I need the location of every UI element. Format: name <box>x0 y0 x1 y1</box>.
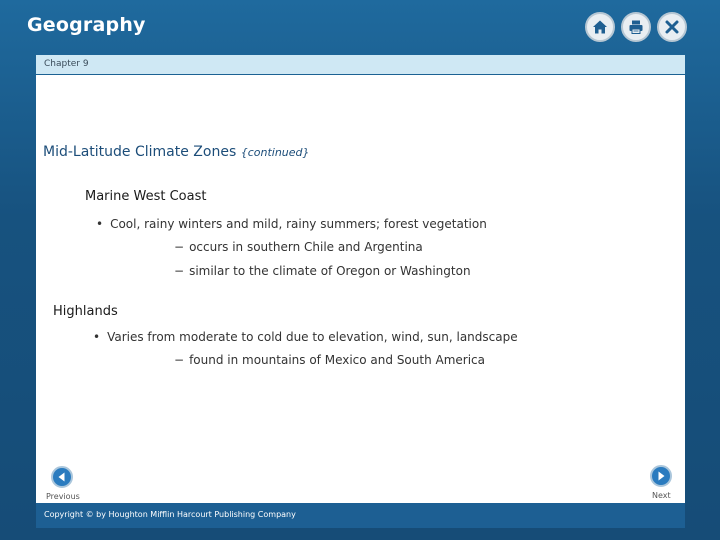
sub-item <box>174 353 485 367</box>
chapter-label: Chapter 9 <box>44 59 89 69</box>
close-button[interactable] <box>657 12 687 42</box>
section-title-marine-west-coast: Marine West Coast <box>85 189 207 204</box>
previous-button[interactable] <box>51 466 73 488</box>
printer-icon <box>628 19 644 35</box>
next-button[interactable] <box>650 465 672 487</box>
bullet-icon: • <box>96 217 104 231</box>
sub-text: occurs in southern Chile and Argentina <box>189 240 423 254</box>
slide-heading-suffix: {continued} <box>240 146 310 159</box>
copyright-text: Copyright © by Houghton Mifflin Harcourt Publishing Company <box>44 510 296 519</box>
sub-text: similar to the climate of Oregon or Washington <box>189 264 471 278</box>
sub-item <box>174 264 471 278</box>
home-icon <box>592 19 608 35</box>
bullet-text: Cool, rainy winters and mild, rainy summers; forest vegetation <box>110 217 487 231</box>
dash-icon: − <box>174 264 185 278</box>
next-label[interactable]: Next <box>652 491 671 500</box>
slide-content <box>36 75 685 503</box>
footer-bar <box>36 503 685 528</box>
dash-icon: − <box>174 353 185 367</box>
print-button[interactable] <box>621 12 651 42</box>
bullet-item <box>96 217 487 231</box>
section-title-highlands: Highlands <box>53 304 118 319</box>
home-button[interactable] <box>585 12 615 42</box>
sub-item <box>174 240 423 254</box>
bullet-text: Varies from moderate to cold due to elevation, wind, sun, landscape <box>107 330 518 344</box>
previous-label[interactable]: Previous <box>46 492 80 501</box>
arrow-left-icon <box>56 471 68 483</box>
slide-heading <box>43 144 310 160</box>
dash-icon: − <box>174 240 185 254</box>
arrow-right-icon <box>655 470 667 482</box>
bullet-item <box>93 330 518 344</box>
chapter-bar <box>36 55 685 74</box>
bullet-icon: • <box>93 330 101 344</box>
slide-heading-text: Mid-Latitude Climate Zones <box>43 144 237 160</box>
app-title: Geography <box>27 14 146 36</box>
close-icon <box>664 19 680 35</box>
sub-text: found in mountains of Mexico and South America <box>189 353 486 367</box>
